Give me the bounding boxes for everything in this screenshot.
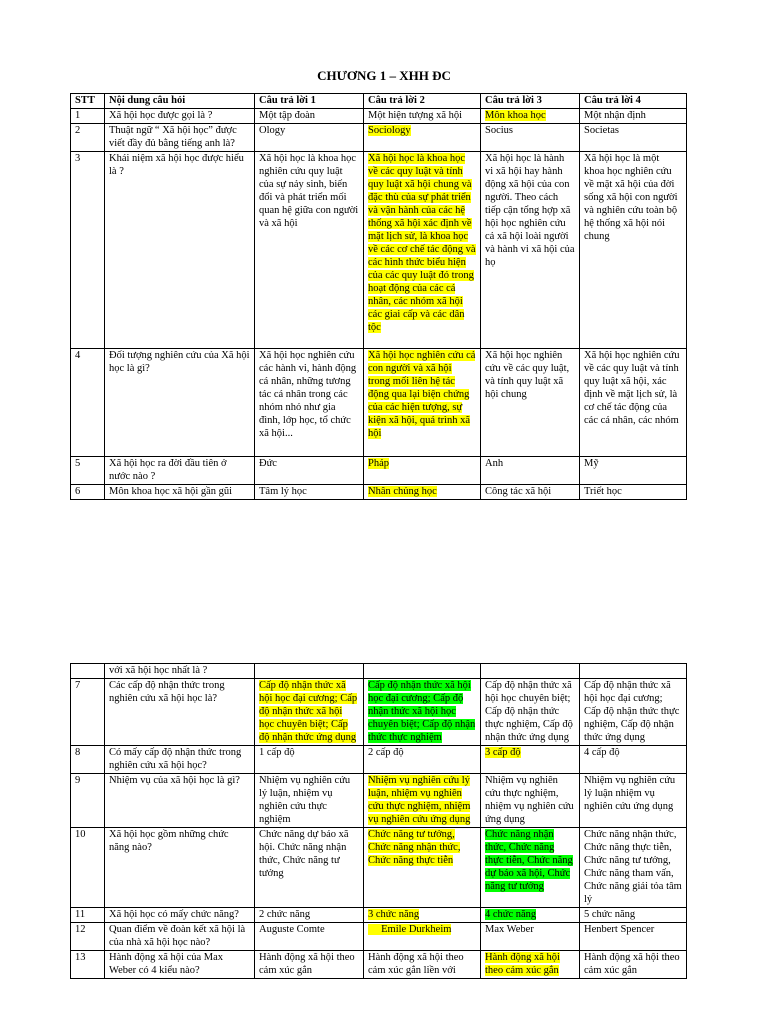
answer-2-cell — [364, 679, 481, 746]
answer-text: 2 chức năng — [259, 909, 311, 920]
table-row-continued — [71, 664, 687, 679]
answer-3-cell — [481, 109, 580, 124]
answer-2-cell — [364, 951, 481, 979]
answer-text: Hành động xã hội theo cảm xúc gắn liền với — [368, 952, 464, 976]
answer-text: Nhiệm vụ nghiên cứu lý luận nhiệm vụ nghiên cứu ứng dụng — [584, 775, 676, 812]
answer-text: Auguste Comte — [259, 924, 325, 935]
question-text: Hành động xã hội của Max Weber có 4 kiểu nào? — [109, 952, 224, 976]
question-cell — [105, 951, 255, 979]
question-text: Xã hội học ra đời đầu tiên ở nước nào ? — [109, 458, 227, 482]
answer-text: Một nhận định — [584, 110, 646, 121]
question-cell — [105, 109, 255, 124]
row-number: 1 — [71, 109, 105, 124]
highlighted-answer: Hành động xã hội theo cảm xúc gắn — [485, 952, 560, 976]
highlighted-answer: Emile Durkheim — [368, 924, 452, 935]
answer-text: Cấp độ nhận thức xã hội học chuyên biệt; Cấp độ nhận thức thực nghiệm, Cấp độ nhận thức ứng dụng — [485, 680, 573, 743]
answer-4-cell — [580, 908, 687, 923]
answer-1-cell — [255, 746, 364, 774]
answer-text: Một tập đoàn — [259, 110, 315, 121]
question-cell — [105, 923, 255, 951]
answer-3-cell — [481, 664, 580, 679]
answer-3-cell — [481, 746, 580, 774]
header-answer-3: Câu trả lời 3 — [481, 94, 580, 109]
question-cell — [105, 774, 255, 828]
answer-2-cell — [364, 485, 481, 500]
answer-text: Xã hội học nghiên cứu về các quy luật và tính quy luật xã hội, xác định về mặt lịch sử, là cơ chế tác động của các cá nhân, các nhóm — [584, 350, 680, 426]
answer-1-cell — [255, 349, 364, 457]
answer-text: Ology — [259, 125, 286, 136]
answer-2-cell — [364, 774, 481, 828]
answer-1-cell — [255, 664, 364, 679]
highlighted-answer: Cấp độ nhận thức xã hội học đại cương; Cấp độ nhận thức xã hội học chuyên biệt; Cấp độ nhận thức thực nghiệm — [368, 680, 476, 743]
answer-text: Chức năng dự báo xã hội. Chức năng nhận thức, Chức năng tư tưởng — [259, 829, 349, 879]
row-number: 7 — [71, 679, 105, 746]
row-number: 8 — [71, 746, 105, 774]
answer-2-cell — [364, 828, 481, 908]
highlighted-answer: Pháp — [368, 458, 389, 469]
answer-3-cell — [481, 951, 580, 979]
table-row — [71, 828, 687, 908]
answer-4-cell — [580, 485, 687, 500]
answer-text: 4 cấp độ — [584, 747, 620, 758]
row-number: 12 — [71, 923, 105, 951]
table-row — [71, 485, 687, 500]
question-text: Xã hội học được gọi là ? — [109, 110, 213, 121]
answer-4-cell — [580, 679, 687, 746]
answer-text: Triết học — [584, 486, 622, 497]
question-text: Đối tượng nghiên cứu của Xã hội học là gì? — [109, 350, 250, 374]
question-cell — [105, 485, 255, 500]
answer-4-cell — [580, 457, 687, 485]
answer-text: Xã hội học là hành vi xã hội hay hành động xã hội của con người. Theo cách tiếp cận tổng hợp xã hội học nghiên cứu cả xã hội loài người và hành vi xã hội của họ — [485, 153, 575, 268]
answer-4-cell — [580, 774, 687, 828]
answer-1-cell — [255, 679, 364, 746]
answer-text: Đức — [259, 458, 277, 469]
header-answer-2: Câu trả lời 2 — [364, 94, 481, 109]
highlighted-answer: Môn khoa học — [485, 110, 546, 121]
table-row — [71, 951, 687, 979]
row-number: 5 — [71, 457, 105, 485]
answer-text: Xã hội học nghiên cứu về các quy luật, và tính quy luật xã hội chung — [485, 350, 570, 400]
answer-4-cell — [580, 746, 687, 774]
answer-text: Một hiện tượng xã hội — [368, 110, 463, 121]
answer-2-cell — [364, 664, 481, 679]
answer-text: Hành động xã hội theo cảm xúc gắn — [259, 952, 355, 976]
qa-table-page-1 — [70, 93, 687, 500]
question-text: Khái niệm xã hội học được hiểu là ? — [109, 153, 244, 177]
table-row — [71, 152, 687, 349]
question-cell — [105, 908, 255, 923]
answer-text: Nhiệm vụ nghiên cứu thực nghiệm, nhiệm vụ nghiên cứu ứng dụng — [485, 775, 574, 825]
table-header-row — [71, 94, 687, 109]
highlighted-answer: Xã hội học nghiên cứu cả con người và xã hội trong mối liên hệ tác động qua lại biện chứng của các hiện tượng, sự kiện xã hội, quá trình xã hội — [368, 350, 476, 439]
table-row — [71, 746, 687, 774]
answer-text: Socius — [485, 125, 514, 136]
highlighted-answer: 3 cấp độ — [485, 747, 521, 758]
answer-3-cell — [481, 349, 580, 457]
question-text: Thuật ngữ “ Xã hội học” được viết đầy đủ bằng tiếng anh là? — [109, 125, 237, 149]
row-number: 11 — [71, 908, 105, 923]
answer-1-cell — [255, 951, 364, 979]
row-number: 4 — [71, 349, 105, 457]
answer-3-cell — [481, 908, 580, 923]
answer-4-cell — [580, 109, 687, 124]
answer-2-cell — [364, 457, 481, 485]
answer-1-cell — [255, 774, 364, 828]
answer-text: Societas — [584, 125, 619, 136]
question-text: Quan điểm về đoàn kết xã hội là của nhà xã hội học nào? — [109, 924, 246, 948]
question-cell — [105, 664, 255, 679]
header-question: Nội dung câu hỏi — [105, 94, 255, 109]
question-cell — [105, 457, 255, 485]
answer-3-cell — [481, 679, 580, 746]
highlighted-answer: Chức năng nhận thức, Chức năng thực tiễn, Chức năng dự báo xã hội, Chức năng tư tưởng — [485, 829, 573, 892]
highlighted-answer: 3 chức năng — [368, 909, 420, 920]
answer-text: Cấp độ nhận thức xã hội học đại cương; Cấp độ nhận thức thực nghiệm, Cấp độ nhận thức ứng dụng — [584, 680, 680, 743]
question-text: Nhiệm vụ của xã hội học là gì? — [109, 775, 240, 786]
answer-3-cell — [481, 485, 580, 500]
answer-2-cell — [364, 923, 481, 951]
answer-4-cell — [580, 124, 687, 152]
answer-4-cell — [580, 828, 687, 908]
answer-3-cell — [481, 774, 580, 828]
answer-1-cell — [255, 908, 364, 923]
row-number: 2 — [71, 124, 105, 152]
row-number: 3 — [71, 152, 105, 349]
question-cell — [105, 679, 255, 746]
answer-4-cell — [580, 923, 687, 951]
question-text: Xã hội học có mấy chức năng? — [109, 909, 239, 920]
header-stt: STT — [71, 94, 105, 109]
highlighted-answer: Cấp độ nhận thức xã hội học đại cương; Cấp độ nhận thức xã hội học chuyên biệt; Cấp độ nhận thức ứng dụng — [259, 680, 358, 743]
answer-2-cell — [364, 152, 481, 349]
table-row — [71, 923, 687, 951]
question-text: với xã hội học nhất là ? — [109, 665, 208, 676]
header-answer-4: Câu trả lời 4 — [580, 94, 687, 109]
answer-3-cell — [481, 923, 580, 951]
answer-text: Tâm lý học — [259, 486, 307, 497]
table-row — [71, 124, 687, 152]
answer-3-cell — [481, 457, 580, 485]
highlighted-answer: 4 chức năng — [485, 909, 537, 920]
answer-4-cell — [580, 664, 687, 679]
highlighted-answer: Xã hội học là khoa học về các quy luật và tính quy luật xã hội chung và đặc thù của sự phát triển và vận hành của các hệ thống xã hội xác định về mặt lịch sử, là khoa học về các cơ chế tác động và các hình thức biểu hiện của các quy luật đó trong hoạt động của các cá nhân, các nhóm xã hội các giai cấp và các dân tộc — [368, 153, 476, 333]
answer-1-cell — [255, 828, 364, 908]
header-answer-1: Câu trả lời 1 — [255, 94, 364, 109]
answer-1-cell — [255, 923, 364, 951]
question-text: Có mấy cấp độ nhận thức trong nghiên cứu xã hội học? — [109, 747, 242, 771]
table-row — [71, 908, 687, 923]
answer-2-cell — [364, 908, 481, 923]
table-row — [71, 679, 687, 746]
row-number: 10 — [71, 828, 105, 908]
answer-2-cell — [364, 124, 481, 152]
answer-text: Max Weber — [485, 924, 534, 935]
highlighted-answer: Chức năng tư tưởng, Chức năng nhận thức, Chức năng thực tiễn — [368, 829, 461, 866]
table-row — [71, 457, 687, 485]
row-number — [71, 664, 105, 679]
question-cell — [105, 746, 255, 774]
page-title: CHƯƠNG 1 – XHH ĐC — [317, 68, 451, 83]
question-text: Các cấp độ nhận thức trong nghiên cứu xã hội học là? — [109, 680, 225, 704]
answer-text: Hành động xã hội theo cảm xúc gắn — [584, 952, 680, 976]
row-number: 13 — [71, 951, 105, 979]
qa-table-page-2 — [70, 663, 687, 979]
highlighted-answer: Nhân chủng học — [368, 486, 437, 497]
answer-2-cell — [364, 349, 481, 457]
answer-2-cell — [364, 109, 481, 124]
answer-4-cell — [580, 951, 687, 979]
answer-4-cell — [580, 349, 687, 457]
question-cell — [105, 349, 255, 457]
answer-text: Henbert Spencer — [584, 924, 655, 935]
answer-1-cell — [255, 457, 364, 485]
answer-1-cell — [255, 152, 364, 349]
table-row — [71, 349, 687, 457]
answer-1-cell — [255, 124, 364, 152]
answer-text: Chức năng nhận thức, Chức năng thực tiễn, Chức năng tư tưởng, Chức năng tham vấn, Chức năng giải tỏa tâm lý — [584, 829, 682, 905]
table-row — [71, 109, 687, 124]
answer-4-cell — [580, 152, 687, 349]
answer-text: 5 chức năng — [584, 909, 636, 920]
answer-text: Xã hội học nghiên cứu các hành vi, hành động cá nhân, những tương tác cá nhân trong các nhóm nhỏ như gia đình, lớp học, tổ chức xã hội... — [259, 350, 357, 439]
question-cell — [105, 828, 255, 908]
answer-1-cell — [255, 485, 364, 500]
row-number: 9 — [71, 774, 105, 828]
answer-3-cell — [481, 828, 580, 908]
answer-text: 1 cấp độ — [259, 747, 295, 758]
answer-text: Công tác xã hội — [485, 486, 552, 497]
answer-text: Xã hội học là khoa học nghiên cứu quy luật của sự nảy sinh, biến đổi và phát triển mối quan hệ giữa con người và xã hội — [259, 153, 359, 229]
answer-text: Nhiệm vụ nghiên cứu lý luận, nhiệm vụ nghiên cứu thực nghiệm — [259, 775, 351, 825]
question-text: Xã hội học gồm những chức năng nào? — [109, 829, 229, 853]
highlighted-answer: Sociology — [368, 125, 411, 136]
question-cell — [105, 152, 255, 349]
answer-text: Xã hội học là một khoa học nghiên cứu về mặt xã hội của đời sống xã hội con người và nghiên cứu toàn bộ hệ thống xã hội nói chung — [584, 153, 678, 242]
answer-3-cell — [481, 152, 580, 349]
question-cell — [105, 124, 255, 152]
answer-text: 2 cấp độ — [368, 747, 404, 758]
answer-3-cell — [481, 124, 580, 152]
row-number: 6 — [71, 485, 105, 500]
table-row — [71, 774, 687, 828]
answer-2-cell — [364, 746, 481, 774]
answer-text: Anh — [485, 458, 504, 469]
highlighted-answer: Nhiệm vụ nghiên cứu lý luận, nhiệm vụ nghiên cứu thực nghiệm, nhiệm vụ nghiên cứu ứng dụng — [368, 775, 471, 825]
question-text: Môn khoa học xã hội gần gũi — [109, 486, 233, 497]
answer-text: Mỹ — [584, 458, 599, 469]
answer-1-cell — [255, 109, 364, 124]
